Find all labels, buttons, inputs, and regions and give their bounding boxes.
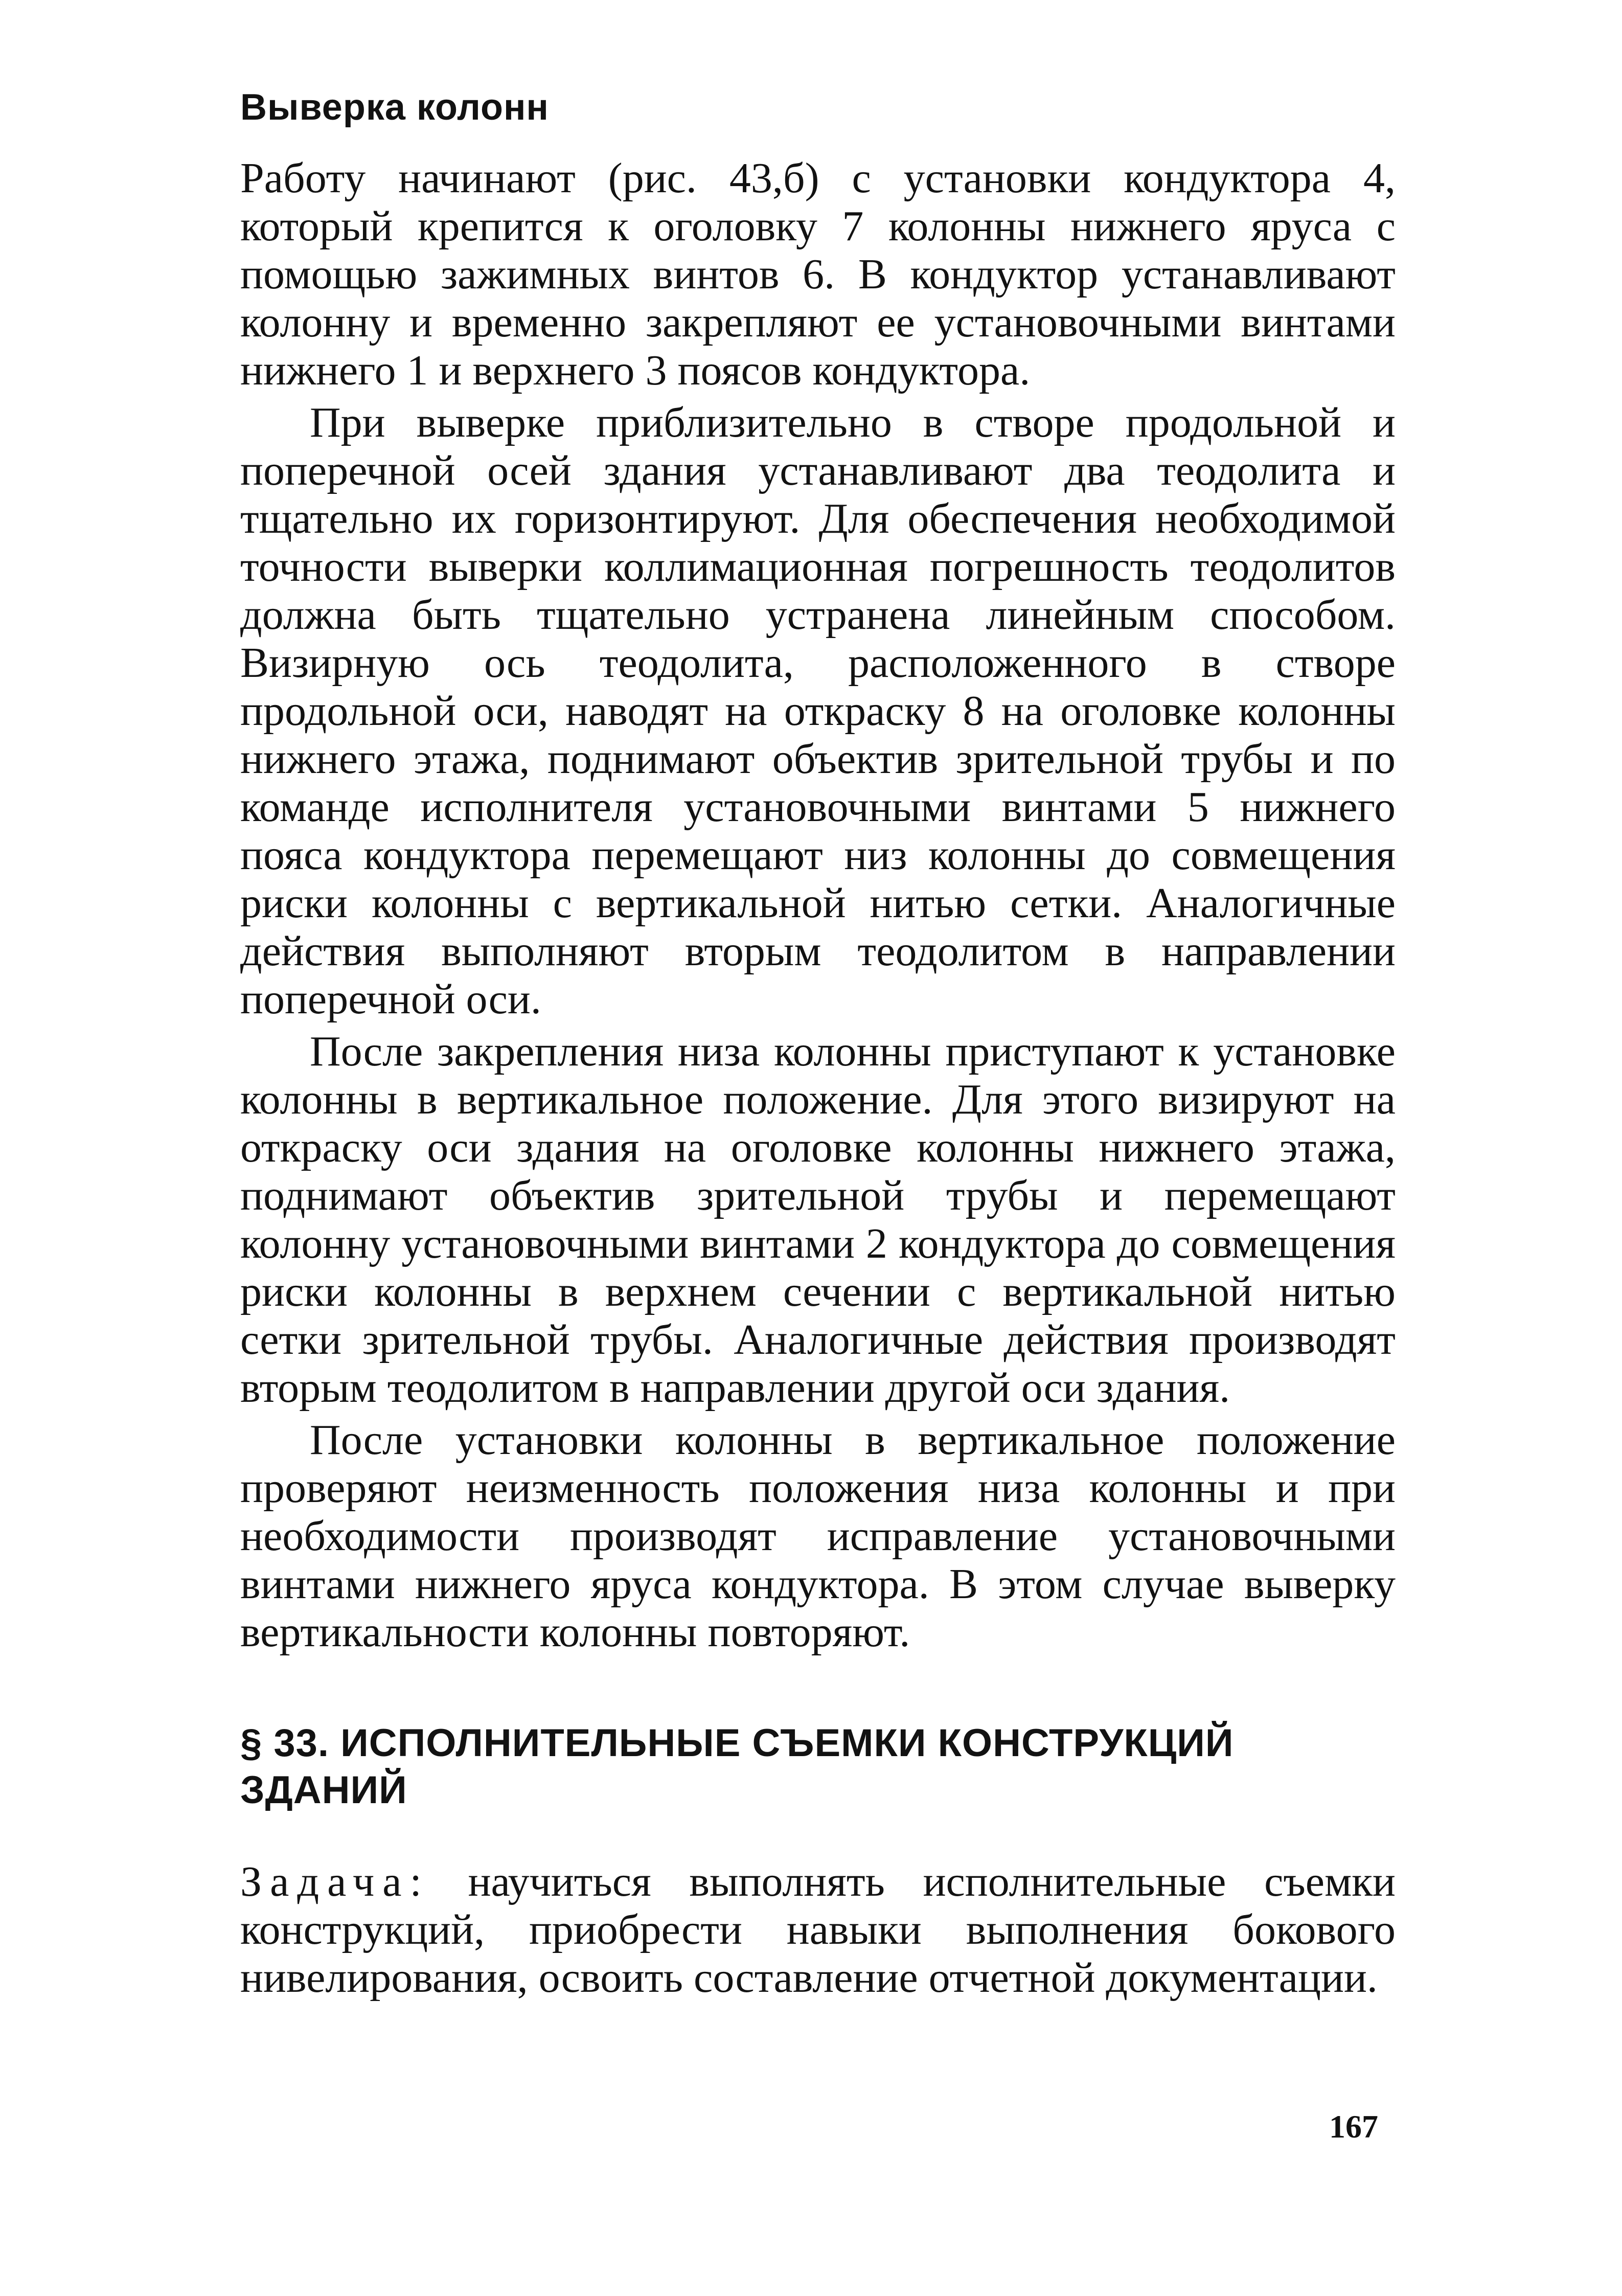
paragraph-1: Работу начинают (рис. 43,б) с установки кондуктора 4, который крепится к оголовку 7 колонны нижнего яруса с помощью зажимных винтов 6. В кондуктор устанавливают колонну и временно закрепляют ее установочными винтами нижнего 1 и верхнего 3 поясов кондуктора. [240,154,1396,394]
task-label: Задача: [240,1858,430,1905]
paragraph-3: После закрепления низа колонны приступают к установке колонны в вертикальное положение. Для этого визируют на откраску оси здания на оголовке колонны нижнего этажа, поднимают объектив зрительной трубы и перемещают колонну установочными винтами 2 кондуктора до совмещения риски колонны в верхнем сечении с вертикальной нитью сетки зрительной трубы. Аналогичные действия производят вторым теодолитом в направлении другой оси здания. [240,1028,1396,1412]
book-page [240,87,1396,2002]
chapter-title: § 33. ИСПОЛНИТЕЛЬНЫЕ СЪЕМКИ КОНСТРУКЦИЙ ЗДАНИЙ [240,1721,1234,1812]
task-text: научиться выполнять исполнительные съемки конструкций, приобрести навыки выполнения бокового нивелирования, освоить составление отчетной документации. [240,1858,1396,2002]
section-heading: Выверка колонн [240,87,549,128]
task-paragraph [240,1858,1396,2002]
paragraph-2: При выверке приблизительно в створе продольной и поперечной осей здания устанавливают два теодолита и тщательно их горизонтируют. Для обеспечения необходимой точности выверки коллимационная погрешность теодолитов должна быть тщательно устранена линейным способом. Визирную ось теодолита, расположенного в створе продольной оси, наводят на откраску 8 на оголовке колонны нижнего этажа, поднимают объектив зрительной трубы и по команде исполнителя установочными винтами 5 нижнего пояса кондуктора перемещают низ колонны до совмещения риски колонны с вертикальной нитью сетки. Аналогичные действия выполняют вторым теодолитом в направлении поперечной оси. [240,399,1396,1023]
paragraph-4: После установки колонны в вертикальное положение проверяют неизменность положения низа колонны и при необходимости производят исправление установочными винтами нижнего яруса кондуктора. В этом случае выверку вертикальности колонны повторяют. [240,1416,1396,1656]
page-number: 167 [1329,2108,1378,2145]
